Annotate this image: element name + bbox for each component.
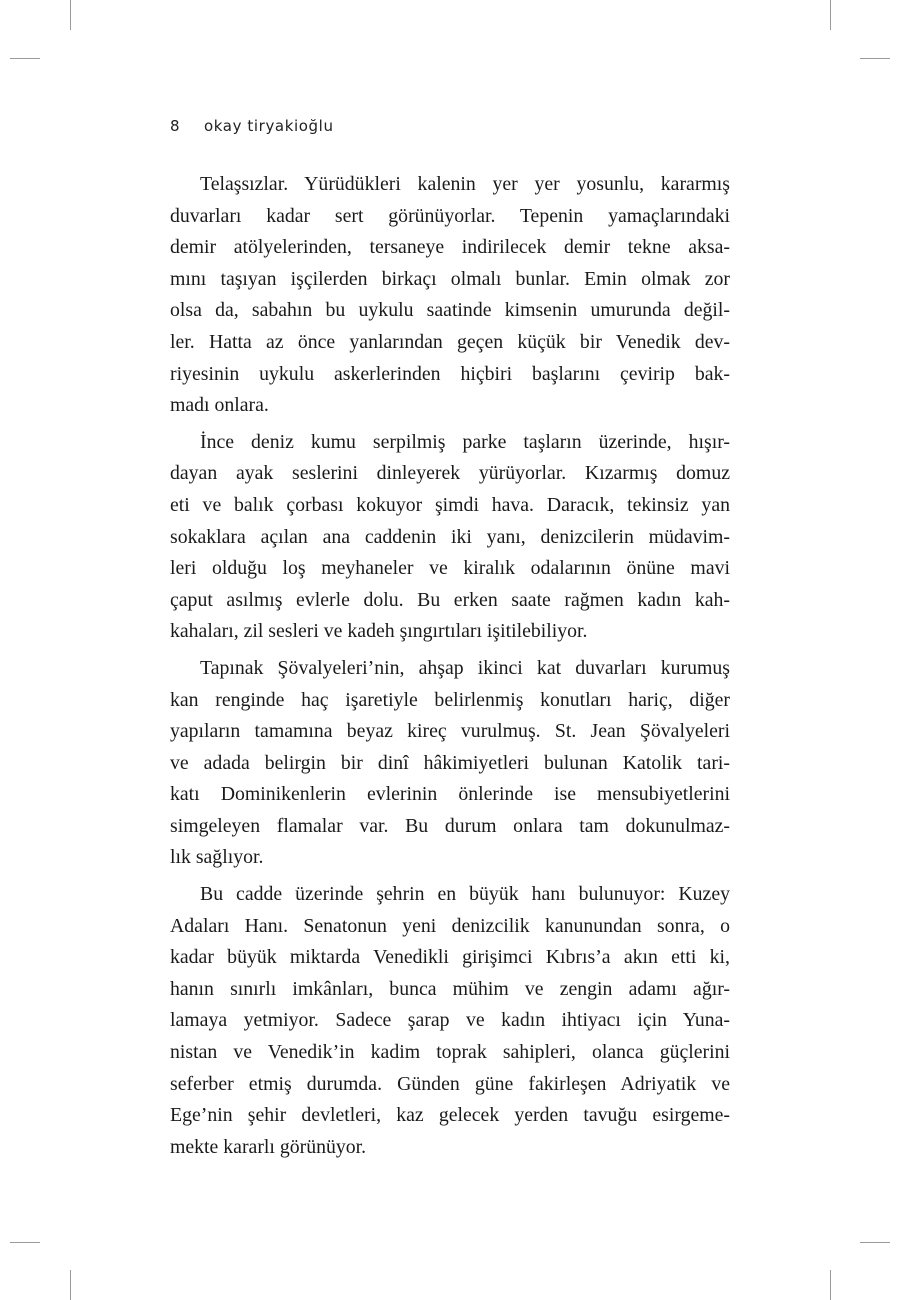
text-line: mekte kararlı görünüyor. [170,1135,367,1158]
text-line: demir atölyelerinden, tersaneye indirilecek demir tekne aksa- [170,236,730,259]
text-line: sokaklara açılan ana caddenin iki yanı, denizcilerin müdavim- [170,525,730,548]
text-line: çaput asılmış evlerle dolu. Bu erken saate rağmen kadın kah- [170,588,730,611]
running-title: okay tiryakioğlu [204,117,334,135]
crop-mark-left-bottom [10,1242,40,1243]
crop-mark-right-bottom [860,1242,890,1243]
crop-mark-bottom-right [830,1270,831,1300]
text-line: kadar büyük miktarda Venedikli girişimci Kıbrıs’a akın etti ki, [170,946,730,969]
body-text [170,169,730,1168]
text-line: Telaşsızlar. Yürüdükleri kalenin yer yer yosunlu, kararmış [200,173,730,195]
running-header [170,117,334,135]
text-line: leri olduğu loş meyhaneler ve kiralık odalarının önüne mavi [170,557,730,580]
text-line: kahaları, zil sesleri ve kadeh şıngırtıları işitilebiliyor. [170,620,588,643]
text-line: Ege’nin şehir devletleri, kaz gelecek yerden tavuğu esirgeme- [170,1104,730,1127]
text-line: duvarları kadar sert görünüyorlar. Tepenin yamaçlarındaki [170,204,730,227]
text-line: Bu cadde üzerinde şehrin en büyük hanı bulunuyor: Kuzey [200,883,730,906]
text-line: madı onlara. [170,394,269,417]
text-line: kan renginde haç işaretiyle belirlenmiş konutları hariç, diğer [170,688,730,711]
text-line: ler. Hatta az önce yanlarından geçen küçük bir Venedik dev- [170,330,730,353]
text-line: ve adada belirgin bir dinî hâkimiyetleri bulunan Katolik tari- [170,751,730,774]
paragraph [170,169,730,422]
text-line: mını taşıyan işçilerden birkaçı olmalı bunlar. Emin olmak zor [170,267,730,290]
crop-mark-bottom-left [70,1270,71,1300]
text-line: eti ve balık çorbası kokuyor şimdi hava. Daracık, tekinsiz yan [170,493,730,516]
text-line: Adaları Hanı. Senatonun yeni denizcilik kanunundan sonra, o [170,914,730,937]
text-line: Tapınak Şövalyeleri’nin, ahşap ikinci kat duvarları kurumuş [200,656,730,679]
crop-mark-right-top [860,58,890,59]
text-line: nistan ve Venedik’in kadim toprak sahipleri, olanca güçlerini [170,1041,730,1064]
text-line: İnce deniz kumu serpilmiş parke taşların üzerinde, hışır- [200,430,730,453]
text-line: katı Dominikenlerin evlerinin önlerinde ise mensubiyetlerini [170,783,730,806]
paragraph [170,653,730,874]
paragraph [170,427,730,648]
crop-mark-top-right [830,0,831,30]
text-line: seferber etmiş durumda. Günden güne fakirleşen Adriyatik ve [170,1072,730,1095]
paragraph [170,879,730,1163]
text-line: lamaya yetmiyor. Sadece şarap ve kadın ihtiyacı için Yuna- [170,1009,730,1032]
crop-mark-top-left [70,0,71,30]
text-line: simgeleyen flamalar var. Bu durum onlara tam dokunulmaz- [170,814,730,837]
text-line: dayan ayak seslerini dinleyerek yürüyorlar. Kızarmış domuz [170,462,730,485]
text-line: hanın sınırlı imkânları, bunca mühim ve zengin adamı ağır- [170,977,730,1000]
text-line: riyesinin uykulu askerlerinden hiçbiri başlarını çevirip bak- [170,362,730,385]
text-line: olsa da, sabahın bu uykulu saatinde kimsenin umurunda değil- [170,299,730,322]
text-line: lık sağlıyor. [170,846,264,869]
text-line: yapıların tamamına beyaz kireç vurulmuş. St. Jean Şövalyeleri [170,720,730,743]
page-number: 8 [170,117,181,135]
crop-mark-left-top [10,58,40,59]
